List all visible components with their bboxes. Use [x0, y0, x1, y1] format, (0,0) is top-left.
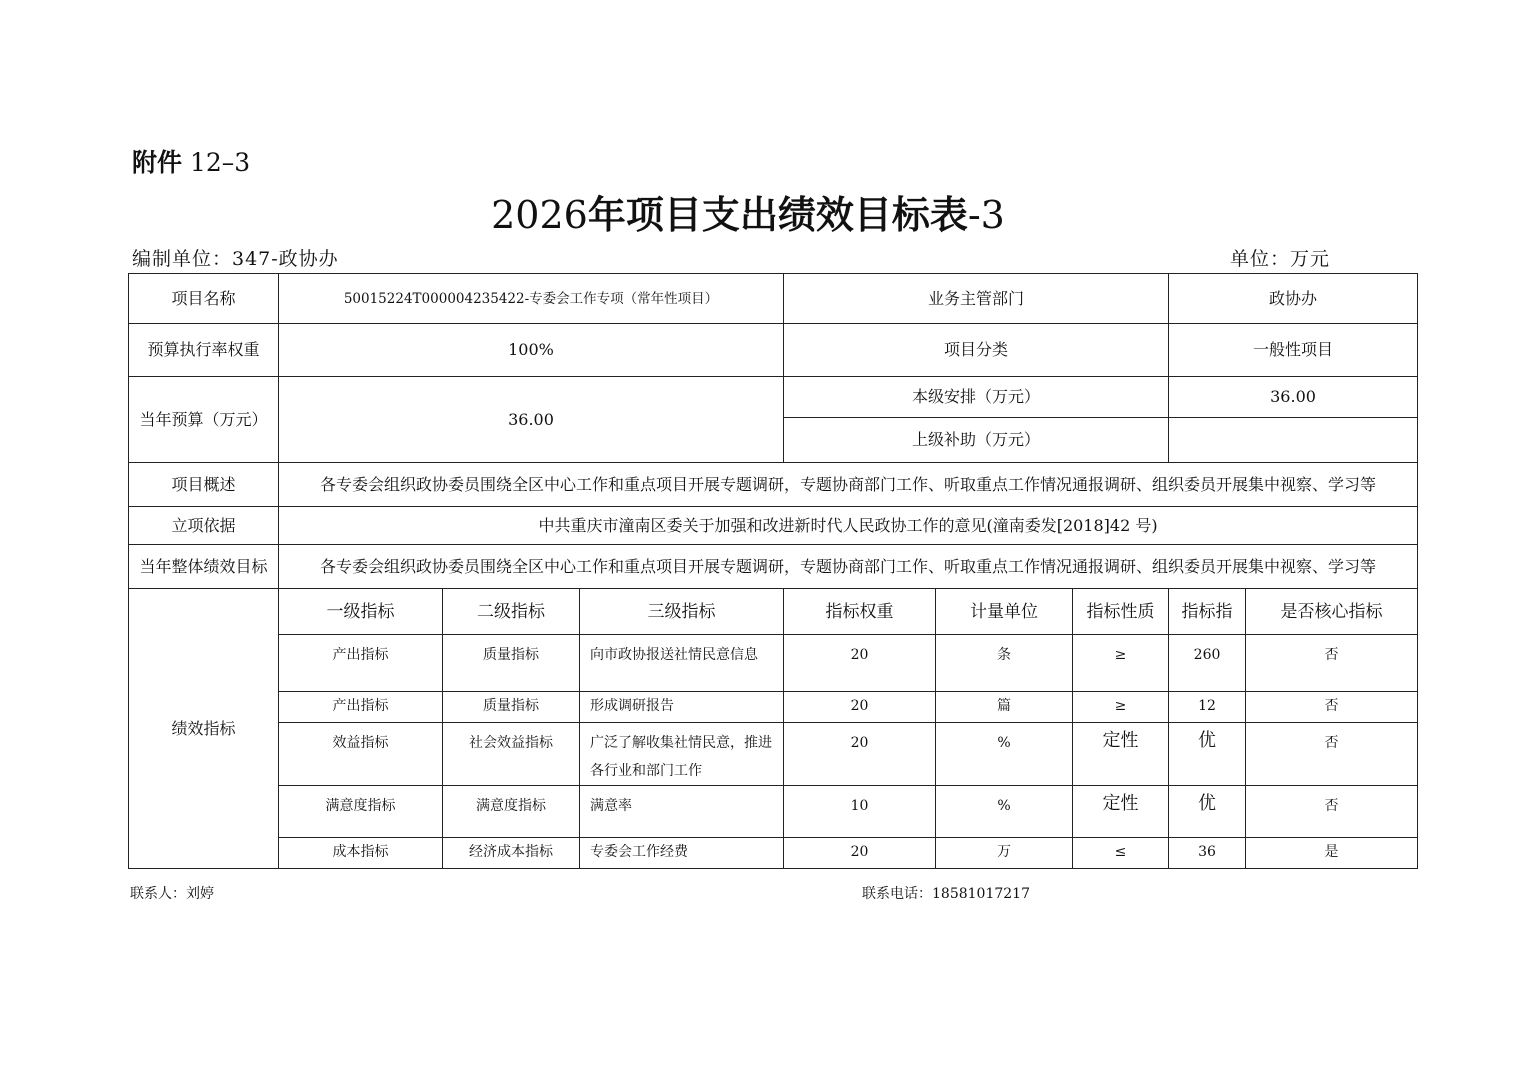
indicator-weight: 20	[784, 838, 936, 869]
project-name-value: 50015224T000004235422-专委会工作专项（常年性项目）	[279, 274, 784, 324]
indicator-core: 否	[1246, 786, 1418, 838]
header-unit: 计量单位	[936, 589, 1073, 635]
indicator-level2: 质量指标	[443, 692, 580, 723]
indicator-level2: 质量指标	[443, 635, 580, 692]
indicator-level3: 广泛了解收集社情民意，推进各行业和部门工作	[580, 723, 784, 786]
project-name-label: 项目名称	[129, 274, 279, 324]
header-level1: 一级指标	[279, 589, 443, 635]
indicator-level1: 产出指标	[279, 635, 443, 692]
indicator-unit: %	[936, 786, 1073, 838]
indicator-value: 优	[1169, 786, 1246, 838]
subsidy-label: 上级补助（万元）	[784, 418, 1169, 463]
indicator-value: 260	[1169, 635, 1246, 692]
row-goal	[129, 545, 1418, 589]
indicator-level1: 效益指标	[279, 723, 443, 786]
table-row	[129, 786, 1418, 838]
indicator-level1: 产出指标	[279, 692, 443, 723]
row-budget	[129, 377, 1418, 418]
overview-value: 各专委会组织政协委员围绕全区中心工作和重点项目开展专题调研，专题协商部门工作、听取重点工作情况通报调研、组织委员开展集中视察、学习等	[279, 463, 1418, 507]
row-overview	[129, 463, 1418, 507]
title-year: 2026	[491, 193, 588, 237]
indicator-core: 否	[1246, 723, 1418, 786]
table-row	[129, 723, 1418, 786]
contact-person: 联系人：刘婷	[130, 886, 214, 902]
dept-label: 业务主管部门	[784, 274, 1169, 324]
row-project-name	[129, 274, 1418, 324]
indicator-value: 36	[1169, 838, 1246, 869]
table-row	[129, 692, 1418, 723]
indicator-nature: 定性	[1073, 786, 1169, 838]
indicator-level2: 满意度指标	[443, 786, 580, 838]
indicator-nature: 定性	[1073, 723, 1169, 786]
basis-label: 立项依据	[129, 507, 279, 545]
indicator-value: 12	[1169, 692, 1246, 723]
row-basis	[129, 507, 1418, 545]
performance-target-table	[128, 273, 1418, 869]
indicator-level2: 社会效益指标	[443, 723, 580, 786]
indicator-unit: 万	[936, 838, 1073, 869]
contact-phone: 联系电话：18581017217	[862, 886, 1030, 902]
budget-label: 当年预算（万元）	[129, 377, 279, 463]
budget-value: 36.00	[279, 377, 784, 463]
category-value: 一般性项目	[1169, 324, 1418, 377]
table-row	[129, 635, 1418, 692]
page-title	[0, 188, 1496, 242]
header-nature: 指标性质	[1073, 589, 1169, 635]
category-label: 项目分类	[784, 324, 1169, 377]
attachment-number: 12–3	[189, 148, 251, 177]
dept-value: 政协办	[1169, 274, 1418, 324]
title-text: 年项目支出绩效目标表	[587, 192, 968, 237]
header-weight: 指标权重	[784, 589, 936, 635]
indicator-unit: 条	[936, 635, 1073, 692]
indicator-nature: ≥	[1073, 635, 1169, 692]
title-suffix: -3	[967, 193, 1005, 237]
header-core: 是否核心指标	[1246, 589, 1418, 635]
goal-value: 各专委会组织政协委员围绕全区中心工作和重点项目开展专题调研，专题协商部门工作、听取重点工作情况通报调研、组织委员开展集中视察、学习等	[279, 545, 1418, 589]
indicator-unit: 篇	[936, 692, 1073, 723]
indicator-value: 优	[1169, 723, 1246, 786]
indicator-core: 否	[1246, 635, 1418, 692]
indicator-nature: ≥	[1073, 692, 1169, 723]
subsidy-value	[1169, 418, 1418, 463]
indicator-level3: 满意率	[580, 786, 784, 838]
indicator-weight: 20	[784, 723, 936, 786]
compiling-unit: 编制单位：347-政协办	[132, 248, 339, 270]
table-row	[129, 838, 1418, 869]
indicator-nature: ≤	[1073, 838, 1169, 869]
indicator-weight: 20	[784, 692, 936, 723]
indicator-level3: 专委会工作经费	[580, 838, 784, 869]
indicator-unit: %	[936, 723, 1073, 786]
indicator-core: 是	[1246, 838, 1418, 869]
currency-unit: 单位：万元	[1230, 248, 1331, 270]
indicator-header-row	[129, 589, 1418, 635]
local-value: 36.00	[1169, 377, 1418, 418]
indicator-weight: 20	[784, 635, 936, 692]
indicators-label: 绩效指标	[129, 589, 279, 869]
indicator-level1: 成本指标	[279, 838, 443, 869]
weight-label: 预算执行率权重	[129, 324, 279, 377]
weight-value: 100%	[279, 324, 784, 377]
indicator-level2: 经济成本指标	[443, 838, 580, 869]
indicator-level1: 满意度指标	[279, 786, 443, 838]
header-value: 指标指	[1169, 589, 1246, 635]
indicator-core: 否	[1246, 692, 1418, 723]
header-level2: 二级指标	[443, 589, 580, 635]
row-weight	[129, 324, 1418, 377]
local-label: 本级安排（万元）	[784, 377, 1169, 418]
indicator-weight: 10	[784, 786, 936, 838]
indicator-level3: 形成调研报告	[580, 692, 784, 723]
goal-label: 当年整体绩效目标	[129, 545, 279, 589]
attachment-word: 附件	[132, 148, 183, 177]
indicator-level3: 向市政协报送社情民意信息	[580, 635, 784, 692]
overview-label: 项目概述	[129, 463, 279, 507]
basis-value: 中共重庆市潼南区委关于加强和改进新时代人民政协工作的意见(潼南委发[2018]42 号)	[279, 507, 1418, 545]
header-level3: 三级指标	[580, 589, 784, 635]
attachment-label	[132, 146, 250, 180]
